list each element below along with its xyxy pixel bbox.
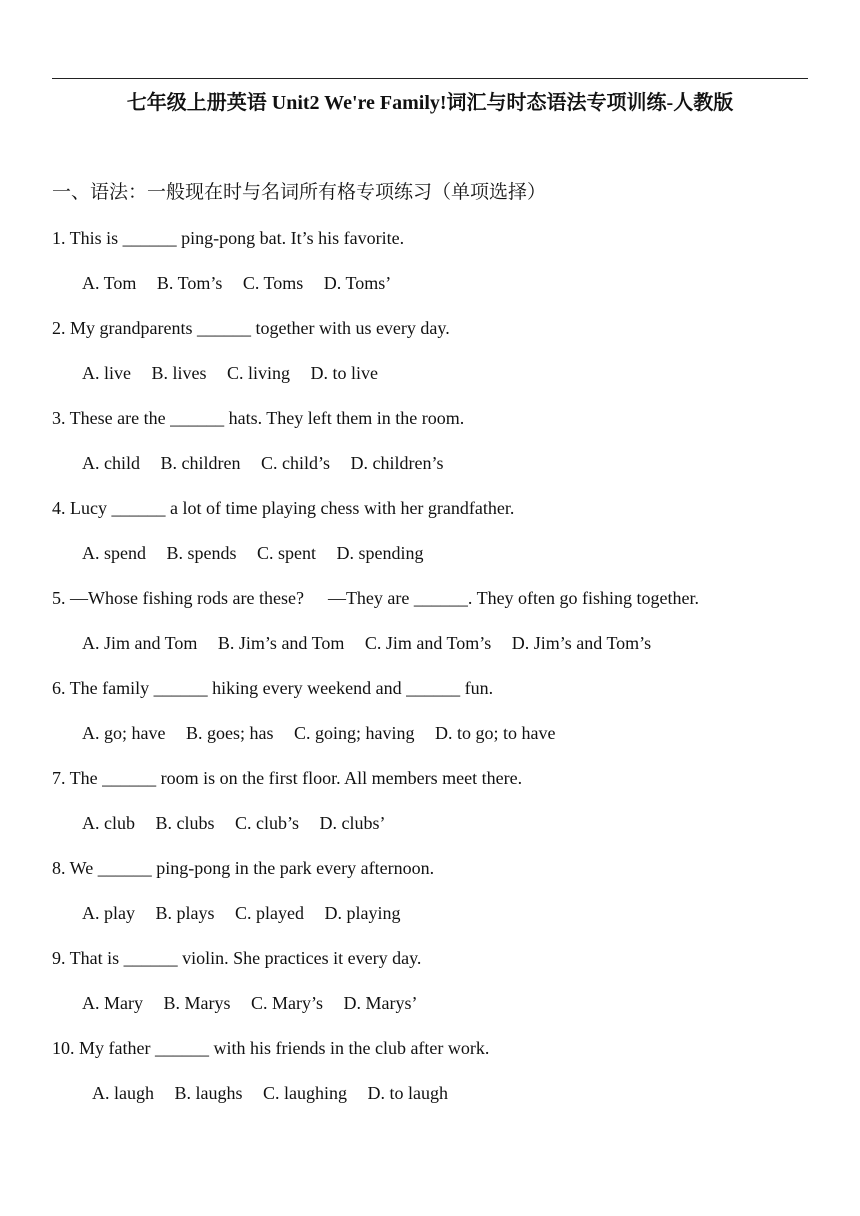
question-stem: 7. The ______ room is on the first floor. All members meet there. [52, 768, 523, 788]
option-c: C. Jim and Tom’s [364, 633, 492, 653]
question-8 [52, 853, 812, 943]
option-a: A. club [82, 813, 135, 833]
question-10 [52, 1033, 812, 1123]
option-c: C. laughing [263, 1083, 348, 1103]
question-options [52, 898, 812, 943]
option-b: B. laughs [174, 1083, 243, 1103]
question-stem: 6. The family ______ hiking every weekend and ______ fun. [52, 678, 494, 698]
question-4 [52, 493, 812, 583]
option-c: C. Toms [242, 273, 304, 293]
question-stem: 8. We ______ ping-pong in the park every afternoon. [52, 858, 435, 878]
question-options [52, 628, 812, 673]
option-a: A. child [82, 453, 140, 473]
option-c: C. Mary’s [251, 993, 323, 1013]
question-stem: 3. These are the ______ hats. They left them in the room. [52, 408, 465, 428]
option-c: C. spent [257, 543, 317, 563]
option-a: A. play [82, 903, 135, 923]
document-title: 七年级上册英语 Unit2 We're Family!词汇与时态语法专项训练-人教版 [126, 92, 734, 114]
question-options [52, 1078, 812, 1123]
question-options [52, 718, 812, 763]
question-stem: 9. That is ______ violin. She practices it every day. [52, 948, 422, 968]
question-9 [52, 943, 812, 1033]
option-a: A. live [82, 363, 131, 383]
question-3 [52, 403, 812, 493]
question-options [52, 808, 812, 853]
option-b: B. plays [155, 903, 215, 923]
option-d: D. Jim’s and Tom’s [511, 633, 652, 653]
question-5 [52, 583, 812, 673]
option-b: B. spends [166, 543, 237, 563]
option-b: B. lives [151, 363, 207, 383]
option-d: D. Marys’ [343, 993, 418, 1013]
question-stem: 4. Lucy ______ a lot of time playing chess with her grandfather. [52, 498, 515, 518]
question-list [52, 223, 812, 1123]
option-b: B. Tom’s [156, 273, 223, 293]
question-6 [52, 673, 812, 763]
question-stem: 1. This is ______ ping-pong bat. It’s his favorite. [52, 228, 405, 248]
question-stem [52, 583, 812, 628]
option-d: D. to laugh [367, 1083, 449, 1103]
question-options [52, 988, 812, 1033]
option-c: C. club’s [235, 813, 300, 833]
option-d: D. clubs’ [319, 813, 386, 833]
option-c: C. played [235, 903, 305, 923]
option-d: D. children’s [350, 453, 444, 473]
question-stem-answer: —They are ______. They often go fishing together. [327, 588, 700, 608]
question-stem: 2. My grandparents ______ together with us every day. [52, 318, 450, 338]
option-d: D. to go; to have [434, 723, 556, 743]
option-b: B. Marys [163, 993, 231, 1013]
option-c: C. living [227, 363, 291, 383]
question-options [52, 538, 812, 583]
option-d: D. spending [336, 543, 424, 563]
question-stem-question: 5. —Whose fishing rods are these? [52, 588, 304, 608]
option-b: B. goes; has [185, 723, 274, 743]
option-a: A. Mary [82, 993, 143, 1013]
option-b: B. Jim’s and Tom [217, 633, 345, 653]
option-a: A. go; have [82, 723, 166, 743]
option-a: A. Tom [82, 273, 137, 293]
question-7 [52, 763, 812, 853]
option-d: D. Toms’ [323, 273, 392, 293]
option-c: C. child’s [260, 453, 330, 473]
question-options [52, 448, 812, 493]
option-a: A. laugh [92, 1083, 154, 1103]
option-b: B. children [160, 453, 241, 473]
option-d: D. playing [324, 903, 401, 923]
section-heading: 一、语法：一般现在时与名词所有格专项练习（单项选择） [52, 181, 547, 203]
question-2 [52, 313, 812, 403]
option-d: D. to live [310, 363, 379, 383]
question-options [52, 358, 812, 403]
question-1 [52, 223, 812, 313]
option-a: A. Jim and Tom [82, 633, 198, 653]
option-a: A. spend [82, 543, 146, 563]
option-b: B. clubs [155, 813, 215, 833]
header-rule [52, 78, 808, 79]
question-options [52, 268, 812, 313]
option-c: C. going; having [293, 723, 415, 743]
question-stem: 10. My father ______ with his friends in the club after work. [52, 1038, 490, 1058]
